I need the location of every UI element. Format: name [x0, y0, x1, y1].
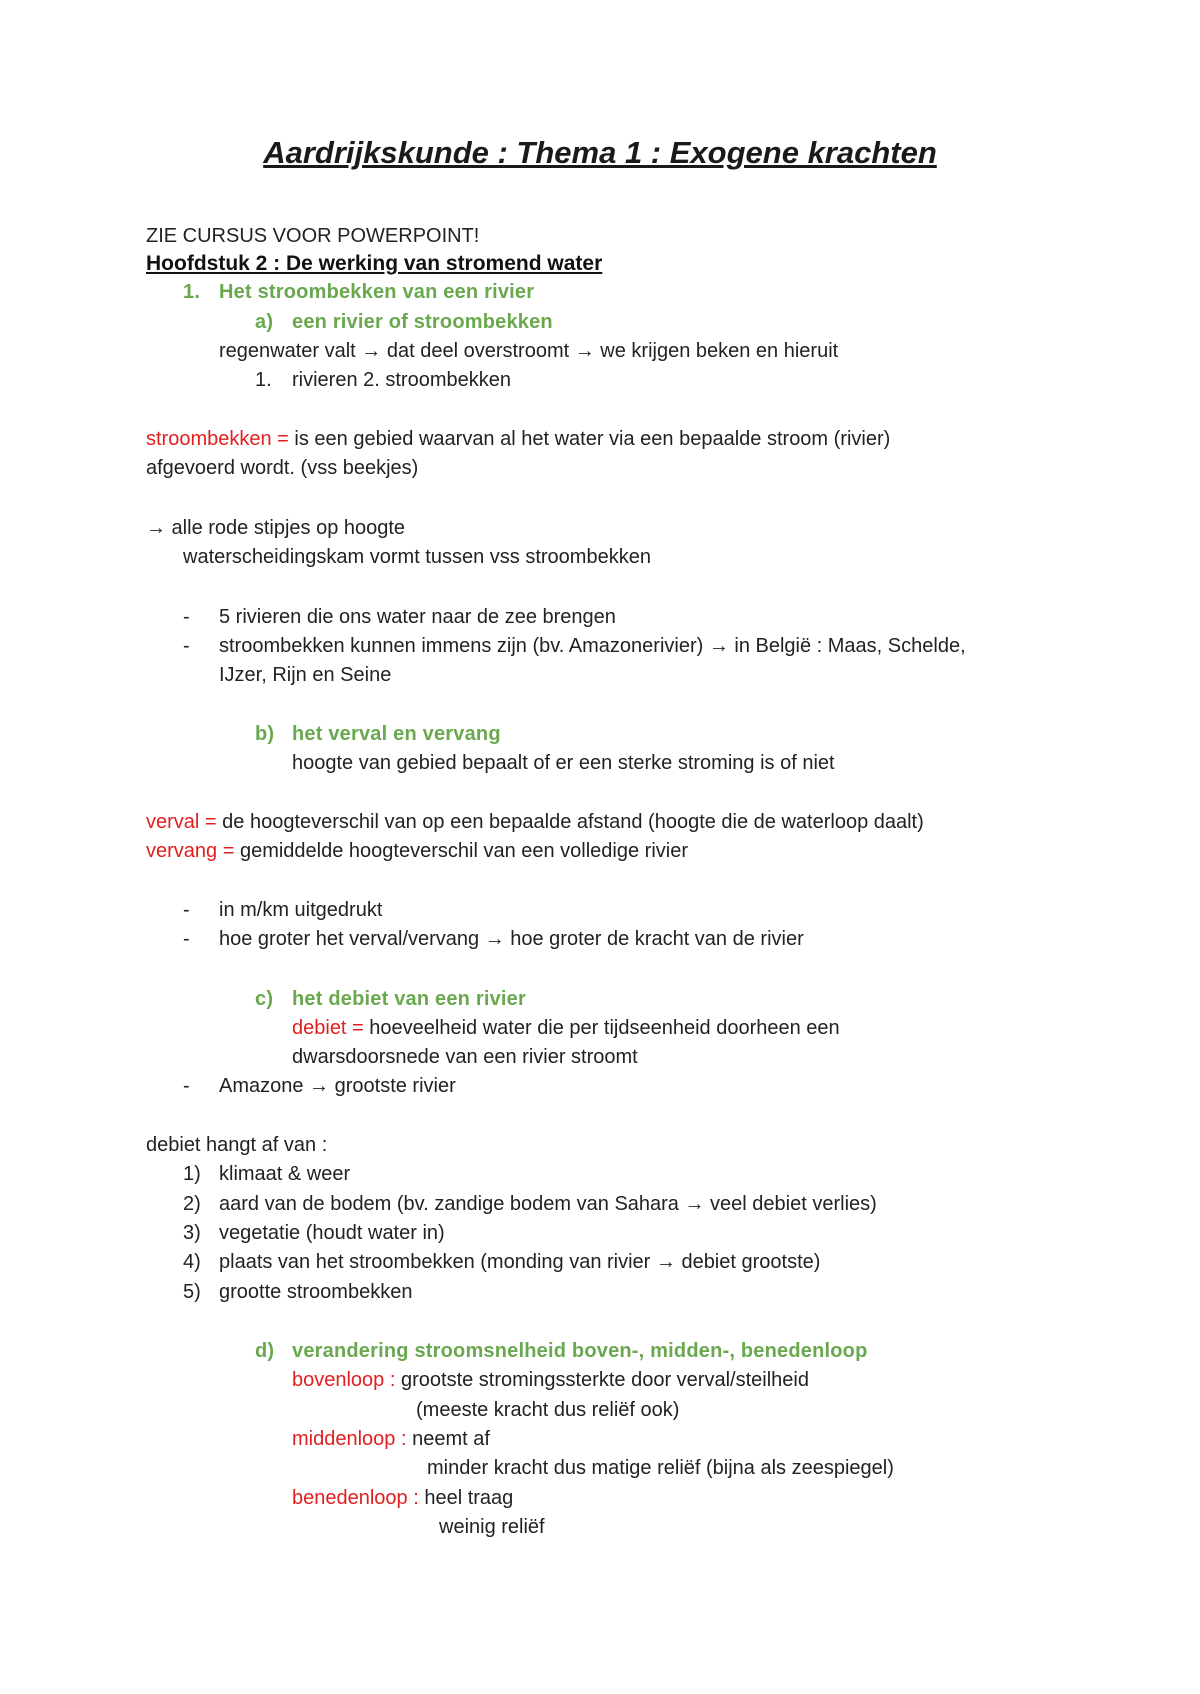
sub-b-text: hoogte van gebied bepaalt of er een sterke stroming is of niet	[292, 752, 835, 774]
term-debiet: debiet =	[292, 1017, 370, 1039]
bullet-item: hoe groter het verval/vervang → hoe groter de kracht van de rivier	[219, 928, 804, 950]
bullet-dash: -	[183, 606, 190, 628]
bullet-item: stroombekken kunnen immens zijn (bv. Amazonerivier) → in België : Maas, Schelde,	[219, 635, 966, 657]
term-benedenloop: benedenloop :	[292, 1487, 425, 1509]
benedenloop-line	[292, 1484, 513, 1512]
list-number: 1)	[183, 1163, 201, 1185]
sub-a-text: regenwater valt → dat deel overstroomt → we krijgen beken en hieruit	[219, 340, 839, 362]
list-item: grootte stroombekken	[219, 1281, 413, 1303]
bullet-dash: -	[183, 1075, 190, 1097]
sub-b-heading: het verval en vervang	[292, 723, 501, 745]
list-number: 2)	[183, 1193, 201, 1215]
definition-vervang-text: gemiddelde hoogteverschil van een volledige rivier	[239, 840, 688, 862]
middenloop-text: neemt af	[412, 1428, 490, 1450]
sub-c-letter: c)	[255, 988, 274, 1010]
sub-d-letter: d)	[255, 1340, 275, 1362]
arrow-sub-line: waterscheidingskam vormt tussen vss stroombekken	[183, 546, 651, 568]
list-item: aard van de bodem (bv. zandige bodem van Sahara → veel debiet verlies)	[219, 1193, 877, 1215]
sub-b-letter: b)	[255, 723, 275, 745]
definition-verval-text: de hoogteverschil van op een bepaalde afstand (hoogte die de waterloop daalt)	[222, 811, 924, 833]
list-item: vegetatie (houdt water in)	[219, 1222, 445, 1244]
benedenloop-text: heel traag	[424, 1487, 514, 1509]
definition-vervang	[146, 837, 688, 865]
sub-a-heading: een rivier of stroombekken	[292, 311, 553, 333]
definition-debiet-text: hoeveelheid water die per tijdseenheid doorheen een	[369, 1017, 840, 1039]
sub-a-list-text: rivieren 2. stroombekken	[292, 369, 511, 391]
term-bovenloop: bovenloop :	[292, 1369, 401, 1391]
bovenloop-text: grootste stromingssterkte door verval/steilheid	[400, 1369, 809, 1391]
definition-stroombekken	[146, 425, 890, 453]
bullet-dash: -	[183, 635, 190, 657]
middenloop-line	[292, 1425, 490, 1453]
definition-debiet	[292, 1014, 840, 1042]
bullet-item-cont: IJzer, Rijn en Seine	[219, 664, 392, 686]
term-stroombekken: stroombekken =	[146, 428, 295, 450]
bullet-item: 5 rivieren die ons water naar de zee brengen	[219, 606, 616, 628]
bullet-dash: -	[183, 899, 190, 921]
term-vervang: vervang =	[146, 840, 240, 862]
definition-verval	[146, 808, 924, 836]
bovenloop-text-cont: (meeste kracht dus reliëf ook)	[416, 1399, 680, 1421]
benedenloop-text-cont: weinig reliëf	[439, 1516, 545, 1538]
list-number: 4)	[183, 1251, 201, 1273]
bullet-item: in m/km uitgedrukt	[219, 899, 383, 921]
list-item: klimaat & weer	[219, 1163, 351, 1185]
list-number: 5)	[183, 1281, 201, 1303]
notice-text: ZIE CURSUS VOOR POWERPOINT!	[146, 225, 480, 247]
section-1-heading: Het stroombekken van een rivier	[219, 281, 535, 303]
sub-a-letter: a)	[255, 311, 274, 333]
term-verval: verval =	[146, 811, 223, 833]
sub-a-list-number: 1.	[255, 369, 272, 391]
list-number: 3)	[183, 1222, 201, 1244]
list-item: plaats van het stroombekken (monding van rivier → debiet grootste)	[219, 1251, 821, 1273]
sub-d-heading: verandering stroomsnelheid boven-, midden-, benedenloop	[292, 1340, 868, 1362]
bovenloop-line	[292, 1366, 809, 1394]
page-title: Aardrijkskunde : Thema 1 : Exogene krachten	[263, 135, 937, 170]
chapter-heading: Hoofdstuk 2 : De werking van stromend water	[146, 252, 603, 275]
definition-stroombekken-cont: afgevoerd wordt. (vss beekjes)	[146, 457, 419, 479]
section-1-number: 1.	[183, 281, 201, 303]
definition-debiet-cont: dwarsdoorsnede van een rivier stroomt	[292, 1046, 638, 1068]
debiet-intro: debiet hangt af van :	[146, 1134, 328, 1156]
arrow-line: → alle rode stipjes op hoogte	[146, 517, 406, 539]
sub-c-heading: het debiet van een rivier	[292, 988, 526, 1010]
bullet-item: Amazone → grootste rivier	[219, 1075, 456, 1097]
middenloop-text-cont: minder kracht dus matige reliëf (bijna als zeespiegel)	[427, 1457, 894, 1479]
definition-stroombekken-text: is een gebied waarvan al het water via een bepaalde stroom (rivier)	[294, 428, 891, 450]
bullet-dash: -	[183, 928, 190, 950]
term-middenloop: middenloop :	[292, 1428, 413, 1450]
